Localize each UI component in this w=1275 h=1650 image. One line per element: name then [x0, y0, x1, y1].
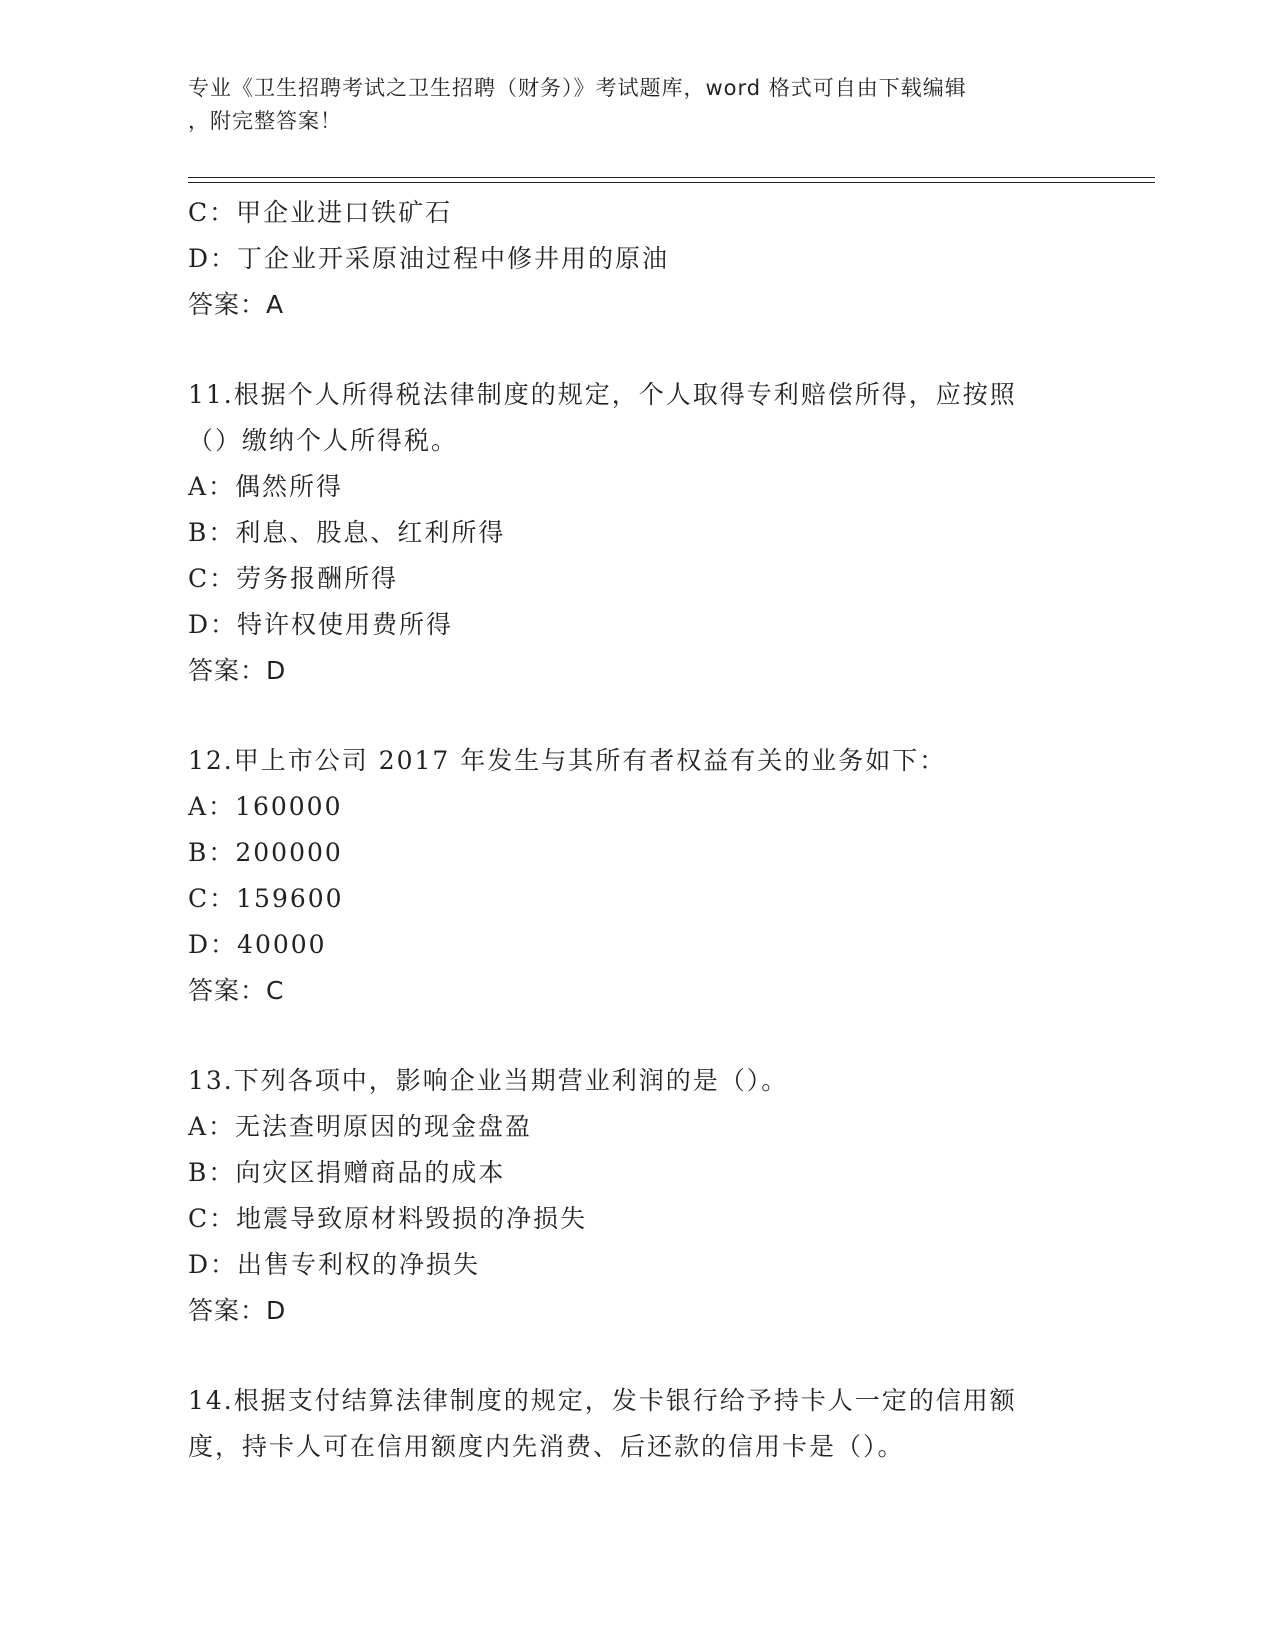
- question-12: [188, 738, 1088, 1014]
- question-10: [188, 190, 1088, 328]
- option-a: A：无法查明原因的现金盘盈: [188, 1112, 533, 1141]
- question-stem-continued: （）缴纳个人所得税。: [188, 426, 459, 455]
- question-14: [188, 1378, 1088, 1470]
- option-d: D：丁企业开采原油过程中修井用的原油: [188, 244, 670, 273]
- question-stem: 13.下列各项中，影响企业当期营业利润的是（）。: [188, 1066, 789, 1095]
- header-title-line-2: ，附完整答案！: [188, 109, 342, 133]
- header-divider-bottom: [188, 182, 1155, 183]
- option-c: C：159600: [188, 884, 344, 913]
- answer-line: 答案：A: [188, 290, 285, 319]
- question-stem: 12.甲上市公司 2017 年发生与其所有者权益有关的业务如下：: [188, 746, 947, 775]
- question-13: [188, 1058, 1088, 1334]
- question-stem-continued: 度，持卡人可在信用额度内先消费、后还款的信用卡是（）。: [188, 1432, 905, 1461]
- answer-line: 答案：D: [188, 1296, 287, 1325]
- document-header: [188, 72, 1068, 138]
- option-c: C：地震导致原材料毁损的净损失: [188, 1204, 588, 1233]
- option-a: A：偶然所得: [188, 472, 344, 501]
- option-b: B：向灾区捐赠商品的成本: [188, 1158, 506, 1187]
- header-divider-top: [188, 177, 1155, 178]
- option-d: D：特许权使用费所得: [188, 610, 454, 639]
- answer-line: 答案：C: [188, 976, 285, 1005]
- header-title-line-1: 专业《卫生招聘考试之卫生招聘（财务）》考试题库，word 格式可自由下载编辑: [188, 76, 967, 100]
- question-stem: 14.根据支付结算法律制度的规定，发卡银行给予持卡人一定的信用额: [188, 1386, 1017, 1415]
- question-stem: 11.根据个人所得税法律制度的规定，个人取得专利赔偿所得，应按照: [188, 380, 1017, 409]
- option-d: D：出售专利权的净损失: [188, 1250, 481, 1279]
- option-b: B：利息、股息、红利所得: [188, 518, 506, 547]
- option-c: C：劳务报酬所得: [188, 564, 399, 593]
- answer-line: 答案：D: [188, 656, 287, 685]
- option-d: D：40000: [188, 930, 327, 959]
- question-list: [188, 190, 1088, 1470]
- option-c: C：甲企业进口铁矿石: [188, 198, 453, 227]
- option-a: A：160000: [188, 792, 343, 821]
- option-b: B：200000: [188, 838, 343, 867]
- question-11: [188, 372, 1088, 694]
